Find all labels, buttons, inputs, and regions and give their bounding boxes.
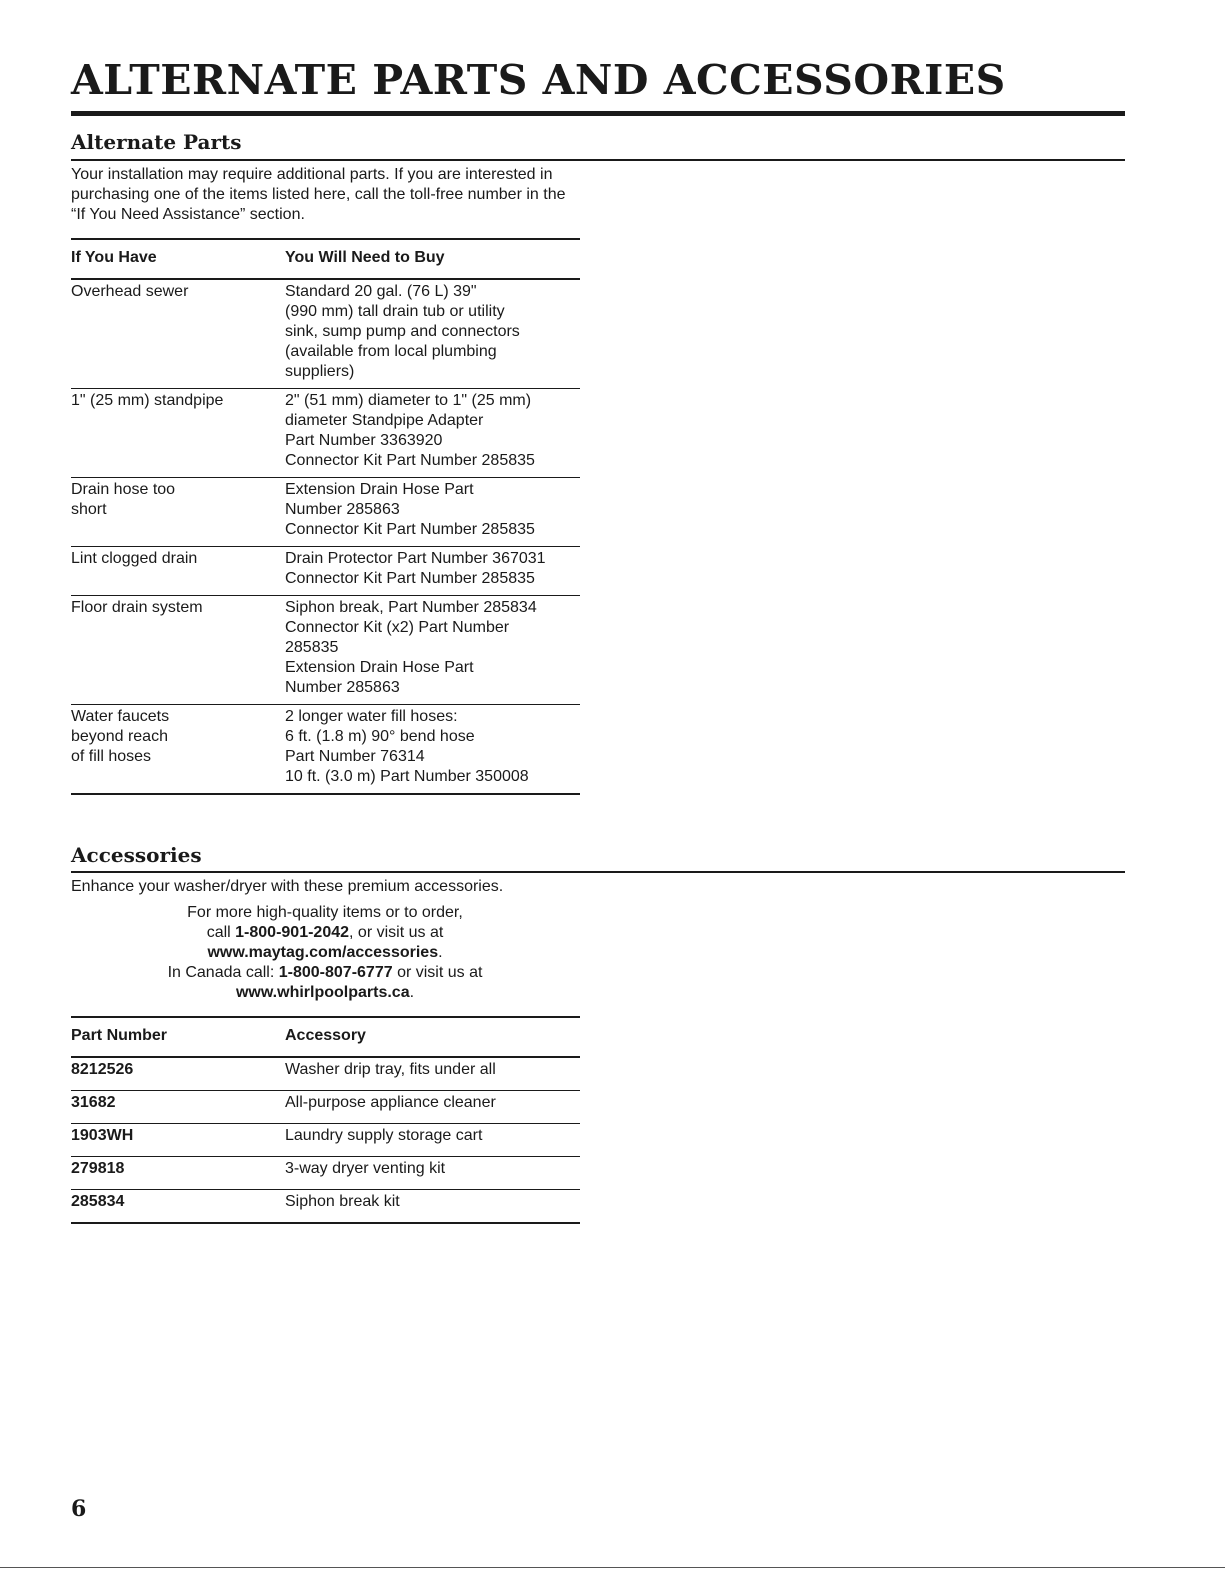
us-phone-number: 1-800-901-2042 xyxy=(235,924,350,941)
alternate-parts-table xyxy=(71,238,580,795)
column-header-accessory: Accessory xyxy=(285,1027,366,1044)
buy-cell: Drain Protector Part Number 367031 Connector Kit Part Number 285835 xyxy=(285,550,546,587)
table-row xyxy=(71,1091,580,1124)
buy-cell: 2 longer water fill hoses: 6 ft. (1.8 m) 90° bend hose Part Number 76314 10 ft. (3.0 m) Part Number 350008 xyxy=(285,708,529,785)
table-row xyxy=(71,1057,580,1091)
canada-phone-number: 1-800-807-6777 xyxy=(278,964,393,981)
table-row xyxy=(71,389,580,478)
page-bottom-rule xyxy=(0,1567,1225,1568)
url-period: . xyxy=(409,984,415,1001)
call-prefix: call xyxy=(206,924,236,941)
accessory-cell: 3-way dryer venting kit xyxy=(285,1160,446,1177)
part-number-cell: 279818 xyxy=(71,1160,125,1177)
accessory-cell: Laundry supply storage cart xyxy=(285,1127,483,1144)
contact-line-1: For more high-quality items or to order, xyxy=(187,904,463,921)
part-number-cell: 285834 xyxy=(71,1193,125,1210)
table-row xyxy=(71,1124,580,1157)
column-header-part-number: Part Number xyxy=(71,1027,168,1044)
accessory-cell: All-purpose appliance cleaner xyxy=(285,1094,496,1111)
table-header-row xyxy=(71,239,580,279)
table-row xyxy=(71,478,580,547)
call-suffix: , or visit us at xyxy=(349,924,444,941)
accessories-intro: Enhance your washer/dryer with these premium accessories. xyxy=(71,878,504,895)
contact-line-2 xyxy=(71,923,579,943)
table-row xyxy=(71,279,580,389)
part-number-cell: 8212526 xyxy=(71,1061,134,1078)
table-row xyxy=(71,547,580,596)
us-website-link[interactable]: www.maytag.com/accessories xyxy=(207,944,439,961)
page-title: ALTERNATE PARTS AND ACCESSORIES xyxy=(71,56,1006,104)
part-number-cell: 31682 xyxy=(71,1094,116,1111)
title-rule xyxy=(71,111,1125,116)
alternate-parts-intro: Your installation may require additional parts. If you are interested in purchasing one of the items listed here, call the toll-free number in the “If You Need Assistance” section. xyxy=(71,166,566,223)
have-cell: Lint clogged drain xyxy=(71,550,198,567)
part-number-cell: 1903WH xyxy=(71,1127,134,1144)
ordering-contact xyxy=(71,903,579,1003)
accessories-heading: Accessories xyxy=(71,843,202,867)
canada-prefix: In Canada call: xyxy=(167,964,279,981)
contact-line-4 xyxy=(71,963,579,983)
buy-cell: Extension Drain Hose Part Number 285863 Connector Kit Part Number 285835 xyxy=(285,481,535,538)
accessories-rule xyxy=(71,871,1125,873)
alternate-parts-heading: Alternate Parts xyxy=(71,130,242,154)
table-row xyxy=(71,596,580,705)
have-cell: Overhead sewer xyxy=(71,283,189,300)
buy-cell: 2" (51 mm) diameter to 1" (25 mm) diameter Standpipe Adapter Part Number 3363920 Connector Kit Part Number 285835 xyxy=(285,392,535,469)
buy-cell: Siphon break, Part Number 285834 Connector Kit (x2) Part Number 285835 Extension Drain Hose Part Number 285863 xyxy=(285,599,537,696)
have-cell: Floor drain system xyxy=(71,599,203,616)
table-row xyxy=(71,1157,580,1190)
table-row xyxy=(71,1190,580,1224)
accessory-cell: Washer drip tray, fits under all xyxy=(285,1061,496,1078)
table-row xyxy=(71,705,580,795)
canada-website-link[interactable]: www.whirlpoolparts.ca xyxy=(235,984,410,1001)
column-header-if-you-have: If You Have xyxy=(71,249,157,266)
accessories-table xyxy=(71,1016,580,1224)
contact-line-5 xyxy=(71,983,579,1003)
contact-line-3 xyxy=(71,943,579,963)
alternate-parts-rule xyxy=(71,159,1125,161)
accessory-cell: Siphon break kit xyxy=(285,1193,400,1210)
have-cell: Water faucets beyond reach of fill hoses xyxy=(71,708,170,765)
canada-suffix: or visit us at xyxy=(392,964,483,981)
have-cell: 1" (25 mm) standpipe xyxy=(71,392,224,409)
have-cell: Drain hose too short xyxy=(71,481,176,518)
buy-cell: Standard 20 gal. (76 L) 39" (990 mm) tall drain tub or utility sink, sump pump and connectors (available from local plumbing suppliers) xyxy=(285,283,520,380)
table-header-row xyxy=(71,1017,580,1057)
url-period: . xyxy=(438,944,443,961)
column-header-you-will-need: You Will Need to Buy xyxy=(285,249,445,266)
page-number: 6 xyxy=(71,1496,87,1522)
